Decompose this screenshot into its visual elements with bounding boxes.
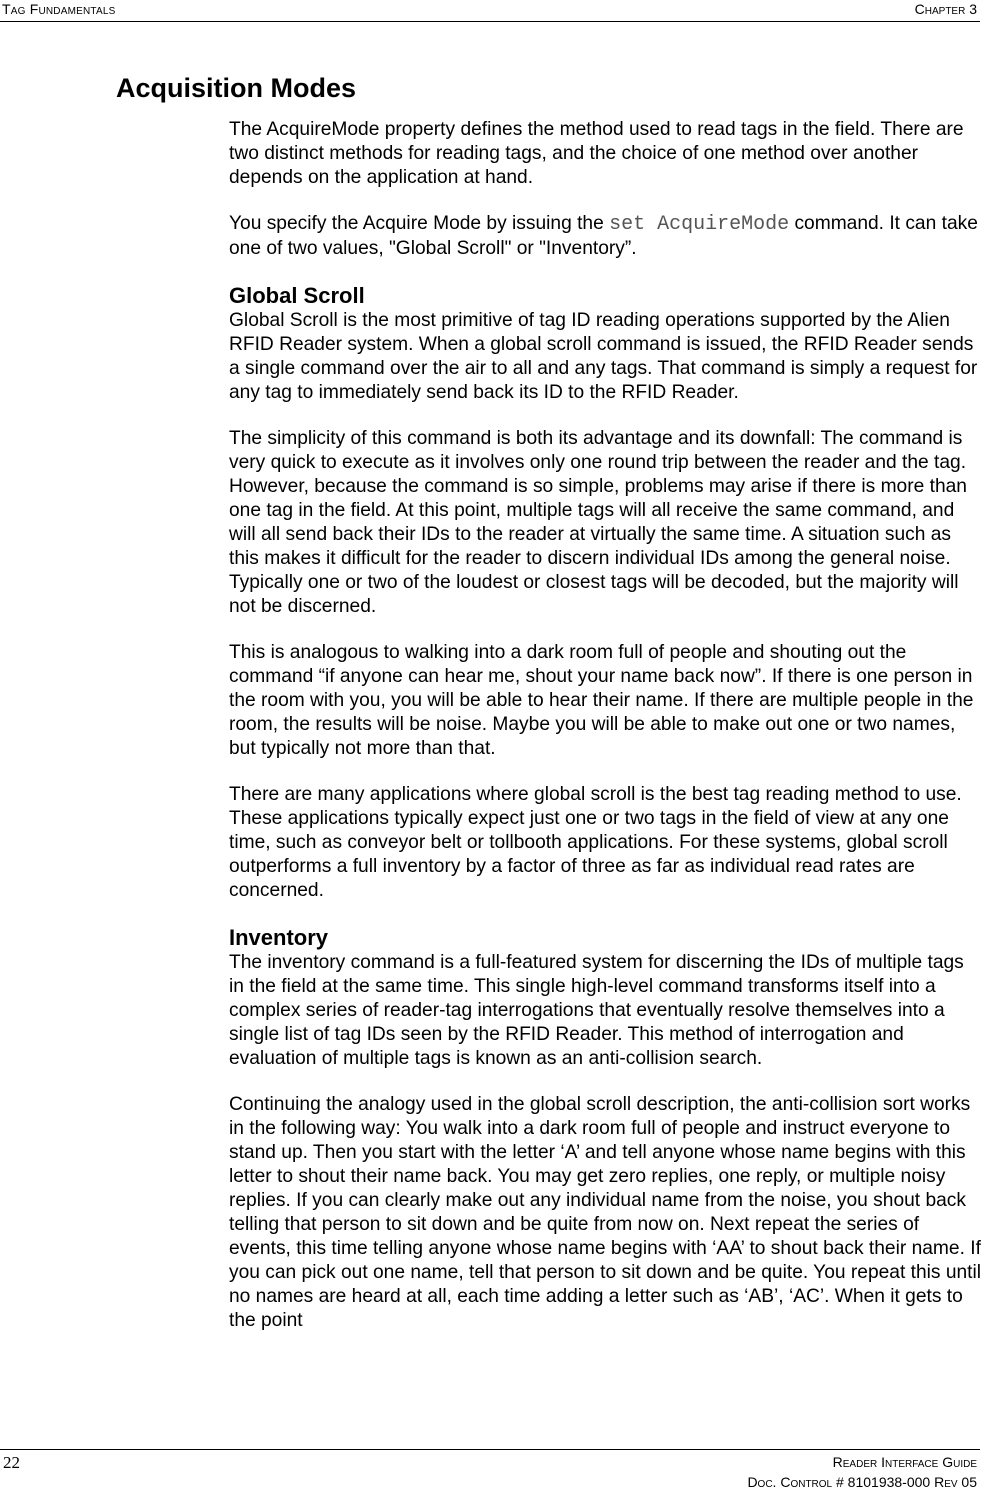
section-title: Acquisition Modes: [116, 73, 357, 103]
page-header: [0, 0, 980, 22]
inventory-paragraph-1: The inventory command is a full-featured system for discerning the IDs of multiple tags in the field at the same time. This single high-level command transforms itself into a complex series of reader-tag interrogations that eventually resolve themselves into a single list of tag IDs seen by the RFID Reader. This method of interrogation and evaluation of multiple tags is known as an anti-collision search.: [229, 952, 964, 1069]
global-scroll-heading: Global Scroll: [229, 283, 365, 308]
footer-doc-control: Doc. Control # 8101938-000 Rev 05: [747, 1474, 977, 1490]
intro-paragraph-2: [229, 212, 981, 261]
intro-text-after: command. It can take one of two values, "Global Scroll" or "Inventory”.: [229, 213, 978, 259]
header-chapter-number: Chapter 3: [914, 1, 977, 17]
global-scroll-paragraph-2: The simplicity of this command is both its advantage and its downfall: The command is very quick to execute as it involves only one round trip between the reader and the tag. However, because the command is so simple, problems may arise if there is more than one tag in the field. At this point, multiple tags will all receive the same command, and will all send back their IDs to the reader at virtually the same time. A situation such as this makes it difficult for the reader to discern individual IDs among the general noise. Typically one or two of the loudest or closest tags will be decoded, but the majority will not be discerned.: [229, 428, 967, 617]
intro-text-before: You specify the Acquire Mode by issuing the: [229, 213, 610, 234]
global-scroll-paragraph-3: This is analogous to walking into a dark room full of people and shouting out the command “if anyone can hear me, shout your name back now”. If there is one person in the room with you, you will be able to hear their name. If there are multiple people in the room, the results will be noise. Maybe you will be able to make out one or two names, but typically not more than that.: [229, 642, 974, 759]
intro-paragraph-1: The AcquireMode property defines the method used to read tags in the field. There are two distinct methods for reading tags, and the choice of one method over another depends on the application at hand.: [229, 119, 964, 188]
inventory-heading: Inventory: [229, 925, 329, 950]
footer-document-info: [747, 1452, 977, 1492]
header-chapter-title: Tag Fundamentals: [2, 1, 116, 17]
footer-guide-title: Reader Interface Guide: [832, 1454, 977, 1470]
global-scroll-paragraph-1: Global Scroll is the most primitive of tag ID reading operations supported by the Alien RFID Reader system. When a global scroll command is issued, the RFID Reader sends a single command over the air to all and any tags. That command is simply a request for any tag to immediately send back its ID to the RFID Reader.: [229, 310, 978, 403]
page-footer: [0, 1449, 980, 1493]
page-number: 22: [3, 1453, 20, 1472]
global-scroll-paragraph-4: There are many applications where global scroll is the best tag reading method to use. These applications typically expect just one or two tags in the field of view at any one time, such as conveyor belt or tollbooth applications. For these systems, global scroll outperforms a full inventory by a factor of three as far as individual read rates are concerned.: [229, 784, 962, 901]
body-content: [229, 118, 981, 1355]
inventory-paragraph-2: Continuing the analogy used in the global scroll description, the anti-collision sort works in the following way: You walk into a dark room full of people and instruct everyone to stand up. Then you start with the letter ‘A’ and tell anyone whose name begins with this letter to shout their name back. You may get zero replies, one reply, or multiple noisy replies. If you can clearly make out any individual name from the noise, you shout back telling that person to sit down and be quite from now on. Next repeat the series of events, this time telling anyone whose name begins with ‘AA’ to shout back their name. If you can pick out one name, tell that person to sit down and be quite. You repeat this until no names are heard at all, each time adding a letter such as ‘AB’, ‘AC’. When it gets to the point: [229, 1094, 981, 1331]
command-code: set AcquireMode: [609, 213, 790, 236]
